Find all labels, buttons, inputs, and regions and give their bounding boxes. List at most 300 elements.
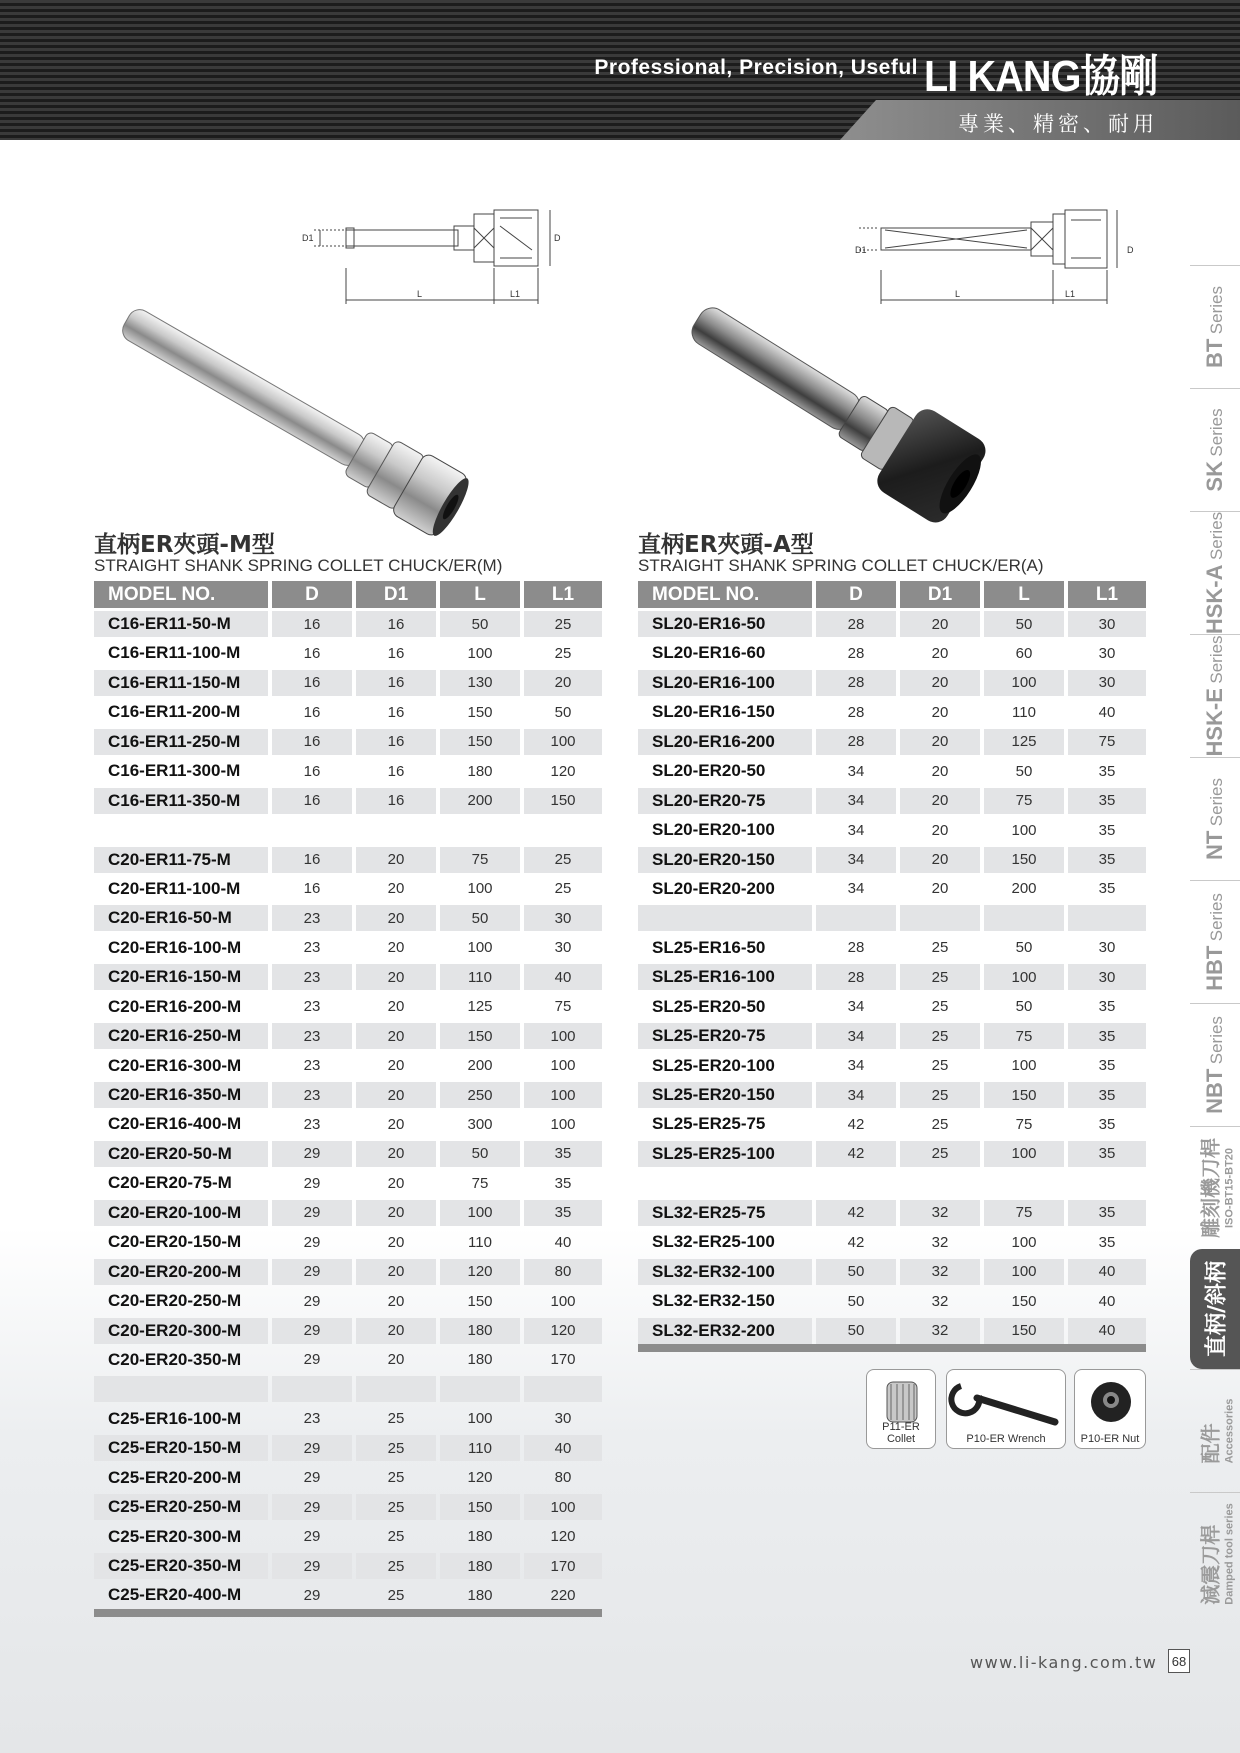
drawing-label-d: D <box>554 233 561 243</box>
table-row <box>638 696 1146 725</box>
table-spacer-row <box>94 814 602 843</box>
spec-cell: 29 <box>303 1586 321 1604</box>
model-number-cell: SL20-ER20-200 <box>652 878 775 898</box>
spec-cell: 120 <box>550 762 576 780</box>
spec-cell: 20 <box>356 1318 436 1344</box>
side-tab-bt[interactable]: BT Series <box>1190 265 1240 388</box>
drawing-label-l-a: L <box>955 289 961 299</box>
spec-cell: 32 <box>931 1233 949 1251</box>
model-number-cell: SL25-ER20-100 <box>652 1055 775 1075</box>
spec-cell: 100 <box>440 1200 520 1226</box>
model-number-cell: C16-ER11-200-M <box>108 702 241 722</box>
table-row <box>638 991 1146 1020</box>
spec-cell <box>900 905 980 931</box>
model-number-cell: SL25-ER20-150 <box>638 1082 812 1108</box>
table-row <box>94 1197 602 1226</box>
table-row <box>638 755 1146 784</box>
column-header: D <box>816 581 896 608</box>
spec-cell: 50 <box>847 1292 865 1310</box>
spec-cell: 29 <box>272 1553 352 1579</box>
side-tab-hsk-e[interactable]: HSK-E Series <box>1190 634 1240 757</box>
a-type-title-en: STRAIGHT SHANK SPRING COLLET CHUCK/ER(A) <box>638 556 1044 575</box>
spec-cell: 20 <box>356 1141 436 1167</box>
spec-cell: 29 <box>272 1494 352 1520</box>
model-number-cell: C20-ER20-250-M <box>108 1291 242 1311</box>
spec-cell: 29 <box>303 1233 321 1251</box>
spec-cell: 50 <box>1015 939 1033 957</box>
table-row <box>638 1050 1146 1079</box>
column-header: L1 <box>524 581 602 608</box>
model-number-cell: SL32-ER32-150 <box>652 1291 775 1311</box>
side-tab-hbt[interactable]: HBT Series <box>1190 880 1240 1003</box>
header-tagline: 專業、精密、耐用 <box>958 112 1158 136</box>
table-row <box>94 1521 602 1550</box>
spec-cell <box>1068 1170 1146 1196</box>
spec-cell <box>900 1170 980 1196</box>
column-header: L1 <box>1068 581 1146 608</box>
spec-cell: 23 <box>272 1023 352 1049</box>
spec-cell <box>816 905 896 931</box>
m-type-collet-chuck-image <box>110 305 490 535</box>
spec-cell: 20 <box>356 1200 436 1226</box>
spec-cell: 35 <box>1068 788 1146 814</box>
table-row <box>638 844 1146 873</box>
table-row <box>94 696 602 725</box>
spec-cell: 35 <box>1098 880 1116 898</box>
table-row <box>94 755 602 784</box>
spec-cell: 100 <box>550 1057 576 1075</box>
spec-cell: 25 <box>900 1082 980 1108</box>
drawing-label-l1-a: L1 <box>1065 289 1076 299</box>
spec-cell: 25 <box>524 611 602 637</box>
spec-cell: 32 <box>900 1318 980 1344</box>
table-spacer-row <box>638 902 1146 931</box>
spec-cell: 30 <box>554 1410 572 1428</box>
column-header: L <box>984 581 1064 608</box>
table-row <box>638 1256 1146 1285</box>
table-spacer-row <box>94 1373 602 1402</box>
spec-cell: 50 <box>1015 762 1033 780</box>
spec-cell: 100 <box>984 1141 1064 1167</box>
spec-cell: 100 <box>1011 1057 1037 1075</box>
table-row <box>94 1550 602 1579</box>
table-row <box>638 1020 1146 1049</box>
spec-cell: 20 <box>387 1351 405 1369</box>
column-header: MODEL NO. <box>638 581 812 608</box>
spec-cell: 75 <box>471 1174 489 1192</box>
page-number: 68 <box>1168 1649 1190 1673</box>
spec-cell: 29 <box>272 1141 352 1167</box>
spec-cell: 29 <box>303 1174 321 1192</box>
spec-cell: 20 <box>931 821 949 839</box>
side-tab-nt[interactable]: NT Series <box>1190 757 1240 880</box>
spec-cell: 75 <box>554 998 572 1016</box>
spec-cell: 16 <box>272 670 352 696</box>
model-number-cell: C25-ER20-350-M <box>94 1553 268 1579</box>
spec-cell: 200 <box>467 1057 493 1075</box>
spec-cell <box>356 817 436 843</box>
accessory-collet <box>866 1369 936 1449</box>
spec-cell: 42 <box>847 1233 865 1251</box>
table-row <box>638 1108 1146 1137</box>
spec-cell: 35 <box>1098 762 1116 780</box>
spec-cell <box>984 1170 1064 1196</box>
spec-cell: 30 <box>1068 611 1146 637</box>
model-number-cell: C20-ER16-350-M <box>94 1082 268 1108</box>
model-number-cell: C16-ER11-50-M <box>94 611 268 637</box>
model-number-cell: SL25-ER25-100 <box>638 1141 812 1167</box>
spec-cell: 130 <box>440 670 520 696</box>
model-number-cell: SL20-ER20-50 <box>652 761 766 781</box>
brand-logo: LI KANG協剛 <box>924 52 1158 101</box>
spec-cell: 29 <box>272 1259 352 1285</box>
side-tab-engraving[interactable]: 雕刻機刀桿 ISO-BT15-BT20 <box>1190 1126 1240 1249</box>
spec-cell: 20 <box>356 905 436 931</box>
side-tab-nbt[interactable]: NBT Series <box>1190 1003 1240 1126</box>
spec-cell: 120 <box>524 1318 602 1344</box>
table-row <box>638 726 1146 755</box>
model-number-cell: SL20-ER16-50 <box>638 611 812 637</box>
model-number-cell: SL25-ER25-75 <box>652 1114 766 1134</box>
spec-cell: 28 <box>847 644 865 662</box>
model-number-cell: C20-ER20-100-M <box>94 1200 268 1226</box>
spec-cell: 20 <box>931 644 949 662</box>
spec-cell: 100 <box>524 1494 602 1520</box>
spec-cell: 29 <box>303 1528 321 1546</box>
spec-cell: 35 <box>554 1174 572 1192</box>
spec-cell: 250 <box>440 1082 520 1108</box>
spec-cell: 200 <box>440 788 520 814</box>
side-tab-sk[interactable]: SK Series <box>1190 388 1240 511</box>
model-number-cell: SL32-ER32-200 <box>638 1318 812 1344</box>
spec-cell: 20 <box>931 762 949 780</box>
spec-cell: 40 <box>1068 1259 1146 1285</box>
spec-cell: 29 <box>272 1435 352 1461</box>
model-number-cell: SL20-ER20-100 <box>652 820 775 840</box>
spec-cell: 60 <box>1015 644 1033 662</box>
model-number-cell: C20-ER20-50-M <box>94 1141 268 1167</box>
spec-cell: 34 <box>847 762 865 780</box>
spec-cell: 180 <box>467 1351 493 1369</box>
spec-cell: 16 <box>387 644 405 662</box>
spec-cell: 50 <box>984 611 1064 637</box>
spec-cell: 150 <box>1011 1292 1037 1310</box>
accessory-wrench <box>946 1369 1066 1449</box>
table-row <box>94 667 602 696</box>
spec-cell: 200 <box>1011 880 1037 898</box>
spec-cell: 50 <box>1015 998 1033 1016</box>
side-tab-accessories[interactable]: 配件 Accessories <box>1190 1369 1240 1492</box>
table-row <box>94 1050 602 1079</box>
spec-cell: 30 <box>1068 670 1146 696</box>
model-number-cell: C16-ER11-100-M <box>108 643 241 663</box>
table-row <box>638 637 1146 666</box>
spec-cell <box>984 905 1064 931</box>
spec-cell: 20 <box>387 939 405 957</box>
spec-cell: 100 <box>984 964 1064 990</box>
model-number-cell: C25-ER20-300-M <box>108 1526 242 1546</box>
spec-cell: 35 <box>1098 821 1116 839</box>
table-row <box>94 726 602 755</box>
model-number-cell <box>638 905 812 931</box>
spec-cell: 20 <box>387 998 405 1016</box>
accessory-label: P11-ER Collet <box>882 1421 920 1445</box>
spec-cell: 30 <box>1098 644 1116 662</box>
spec-cell: 34 <box>816 788 896 814</box>
table-row <box>94 1138 602 1167</box>
spec-cell: 100 <box>1011 1233 1037 1251</box>
spec-cell: 16 <box>356 788 436 814</box>
table-row <box>638 1226 1146 1255</box>
spec-cell: 34 <box>847 998 865 1016</box>
spec-cell: 23 <box>272 905 352 931</box>
spec-cell: 25 <box>356 1435 436 1461</box>
spec-cell: 50 <box>816 1318 896 1344</box>
table-row <box>638 1079 1146 1108</box>
spec-cell: 16 <box>303 880 321 898</box>
spec-cell: 23 <box>303 1115 321 1133</box>
m-type-technical-drawing <box>302 208 610 308</box>
spec-cell: 42 <box>816 1200 896 1226</box>
spec-cell: 23 <box>303 939 321 957</box>
spec-cell <box>272 817 352 843</box>
spec-cell: 35 <box>1068 1023 1146 1049</box>
spec-cell: 75 <box>1068 729 1146 755</box>
table-row <box>638 814 1146 843</box>
spec-cell: 40 <box>1098 703 1116 721</box>
m-type-title-en: STRAIGHT SHANK SPRING COLLET CHUCK/ER(M) <box>94 556 503 575</box>
spec-cell: 120 <box>467 1469 493 1487</box>
table-row <box>94 785 602 814</box>
spec-cell: 28 <box>847 703 865 721</box>
table-row <box>94 1226 602 1255</box>
spec-cell: 16 <box>272 729 352 755</box>
spec-cell: 180 <box>440 1318 520 1344</box>
spec-cell: 29 <box>303 1292 321 1310</box>
column-header: D1 <box>356 581 436 608</box>
spec-cell: 23 <box>303 1410 321 1428</box>
table-row <box>638 785 1146 814</box>
spec-cell <box>440 1376 520 1402</box>
spec-cell: 75 <box>984 1200 1064 1226</box>
model-number-cell: SL32-ER25-75 <box>638 1200 812 1226</box>
m-type-title-cn: 直柄ER夾頭-M型 <box>94 532 275 558</box>
spec-cell: 180 <box>440 1553 520 1579</box>
spec-cell: 20 <box>387 1174 405 1192</box>
spec-cell: 100 <box>984 670 1064 696</box>
spec-cell: 50 <box>440 905 520 931</box>
spec-cell: 42 <box>847 1115 865 1133</box>
table-row <box>638 932 1146 961</box>
spec-cell: 20 <box>900 611 980 637</box>
spec-cell: 16 <box>272 788 352 814</box>
model-number-cell: C20-ER16-400-M <box>108 1114 242 1134</box>
column-header: L <box>440 581 520 608</box>
drawing-label-l1: L1 <box>510 289 521 299</box>
spec-cell: 75 <box>984 788 1064 814</box>
spec-cell: 25 <box>387 1410 405 1428</box>
m-type-spec-table <box>94 581 602 1617</box>
spec-cell: 30 <box>554 939 572 957</box>
spec-cell: 32 <box>931 1292 949 1310</box>
wrench-icon <box>947 1372 1067 1432</box>
model-number-cell: C20-ER16-150-M <box>94 964 268 990</box>
spec-cell: 16 <box>303 703 321 721</box>
table-row <box>94 961 602 990</box>
spec-cell: 20 <box>900 670 980 696</box>
spec-cell: 35 <box>524 1141 602 1167</box>
spec-cell <box>524 817 602 843</box>
a-type-collet-chuck-image <box>680 305 1020 525</box>
model-number-cell: C25-ER20-250-M <box>94 1494 268 1520</box>
table-row <box>638 667 1146 696</box>
table-row <box>94 1020 602 1049</box>
spec-cell: 25 <box>387 1586 405 1604</box>
spec-cell: 16 <box>272 847 352 873</box>
model-number-cell: SL25-ER16-100 <box>638 964 812 990</box>
spec-cell: 100 <box>524 729 602 755</box>
spec-cell: 34 <box>847 1057 865 1075</box>
spec-cell: 120 <box>440 1259 520 1285</box>
model-number-cell: C20-ER20-200-M <box>94 1259 268 1285</box>
spec-cell: 32 <box>900 1200 980 1226</box>
spec-cell: 40 <box>524 1435 602 1461</box>
website-url[interactable]: www.li-kang.com.tw <box>970 1653 1158 1672</box>
model-number-cell: C20-ER20-150-M <box>108 1232 242 1252</box>
table-row <box>94 1491 602 1520</box>
spec-cell: 16 <box>356 670 436 696</box>
model-number-cell: SL20-ER16-200 <box>638 729 812 755</box>
side-tab-straight-shank[interactable]: 直柄/斜柄 <box>1190 1249 1240 1369</box>
spec-cell: 20 <box>931 880 949 898</box>
spec-cell: 20 <box>356 1023 436 1049</box>
spec-cell: 20 <box>387 1292 405 1310</box>
model-number-cell: SL25-ER20-75 <box>638 1023 812 1049</box>
table-row <box>94 902 602 931</box>
spec-cell: 75 <box>984 1023 1064 1049</box>
spec-cell: 300 <box>467 1115 493 1133</box>
spec-cell: 150 <box>984 1318 1064 1344</box>
spec-cell: 150 <box>467 1292 493 1310</box>
model-number-cell: C20-ER20-350-M <box>108 1349 242 1369</box>
spec-cell: 25 <box>900 964 980 990</box>
spec-cell: 50 <box>554 703 572 721</box>
table-row <box>94 1579 602 1608</box>
model-number-cell: SL32-ER32-100 <box>638 1259 812 1285</box>
spec-cell: 170 <box>550 1351 576 1369</box>
spec-cell: 28 <box>816 964 896 990</box>
table-row <box>94 1256 602 1285</box>
model-number-cell: SL20-ER16-60 <box>652 643 766 663</box>
spec-cell: 110 <box>468 1233 492 1251</box>
table-row <box>94 608 602 637</box>
table-row <box>638 1285 1146 1314</box>
spec-cell <box>524 1376 602 1402</box>
table-row <box>94 1432 602 1461</box>
spec-cell: 20 <box>387 880 405 898</box>
spec-cell: 34 <box>816 1082 896 1108</box>
table-row <box>94 932 602 961</box>
spec-cell: 29 <box>272 1318 352 1344</box>
spec-cell: 20 <box>387 1115 405 1133</box>
table-footer-bar <box>638 1344 1146 1352</box>
table-row <box>638 1138 1146 1167</box>
model-number-cell: SL25-ER16-50 <box>652 937 766 957</box>
drawing-label-d1: D1 <box>302 233 314 243</box>
spec-cell: 25 <box>387 1469 405 1487</box>
side-tab-damped[interactable]: 減震刀桿 Damped tool series <box>1190 1492 1240 1615</box>
spec-cell: 150 <box>524 788 602 814</box>
spec-cell: 20 <box>524 670 602 696</box>
table-row <box>638 1315 1146 1344</box>
spec-cell <box>272 1376 352 1402</box>
model-number-cell: SL32-ER25-100 <box>652 1232 775 1252</box>
model-number-cell: C20-ER20-75-M <box>108 1173 232 1193</box>
a-type-title-cn: 直柄ER夾頭-A型 <box>638 532 814 558</box>
table-row <box>94 1285 602 1314</box>
spec-cell: 20 <box>900 788 980 814</box>
spec-cell: 50 <box>440 1141 520 1167</box>
a-type-technical-drawing <box>855 208 1145 308</box>
spec-cell: 20 <box>356 964 436 990</box>
table-row <box>638 873 1146 902</box>
spec-cell: 30 <box>524 905 602 931</box>
spec-cell: 220 <box>550 1586 576 1604</box>
spec-cell: 100 <box>550 1292 576 1310</box>
table-row <box>94 637 602 666</box>
column-header: MODEL NO. <box>94 581 268 608</box>
model-number-cell: C20-ER11-100-M <box>108 878 241 898</box>
accessory-nut <box>1074 1369 1146 1449</box>
spec-cell: 35 <box>1068 1141 1146 1167</box>
spec-cell: 16 <box>356 611 436 637</box>
column-header: D1 <box>900 581 980 608</box>
spec-cell: 35 <box>1098 998 1116 1016</box>
spec-cell: 100 <box>984 1259 1064 1285</box>
spec-cell: 100 <box>524 1082 602 1108</box>
spec-cell: 23 <box>303 1057 321 1075</box>
spec-cell: 29 <box>303 1351 321 1369</box>
accessory-label: P10-ER Wrench <box>966 1433 1046 1445</box>
table-row <box>94 1079 602 1108</box>
spec-cell: 34 <box>816 1023 896 1049</box>
side-tab-hsk-a[interactable]: HSK-A Series <box>1190 511 1240 634</box>
table-row <box>638 608 1146 637</box>
model-number-cell: SL25-ER20-50 <box>652 996 766 1016</box>
spec-cell: 25 <box>387 1528 405 1546</box>
spec-cell: 16 <box>356 729 436 755</box>
spec-cell: 100 <box>550 1115 576 1133</box>
spec-cell: 80 <box>554 1469 572 1487</box>
table-row <box>94 1315 602 1344</box>
spec-cell: 40 <box>524 964 602 990</box>
spec-cell: 25 <box>931 1057 949 1075</box>
spec-cell: 150 <box>440 1494 520 1520</box>
table-row <box>94 873 602 902</box>
spec-cell: 180 <box>467 1528 493 1546</box>
model-number-cell: C20-ER16-50-M <box>94 905 268 931</box>
spec-cell: 16 <box>272 611 352 637</box>
model-number-cell: C20-ER16-200-M <box>108 996 242 1016</box>
model-number-cell: C16-ER11-150-M <box>94 670 268 696</box>
spec-cell: 50 <box>816 1259 896 1285</box>
spec-cell: 35 <box>1068 847 1146 873</box>
model-number-cell: C20-ER16-300-M <box>108 1055 242 1075</box>
spec-cell: 35 <box>1068 1200 1146 1226</box>
spec-cell: 25 <box>900 1023 980 1049</box>
spec-cell: 16 <box>387 703 405 721</box>
model-number-cell: SL20-ER20-150 <box>638 847 812 873</box>
